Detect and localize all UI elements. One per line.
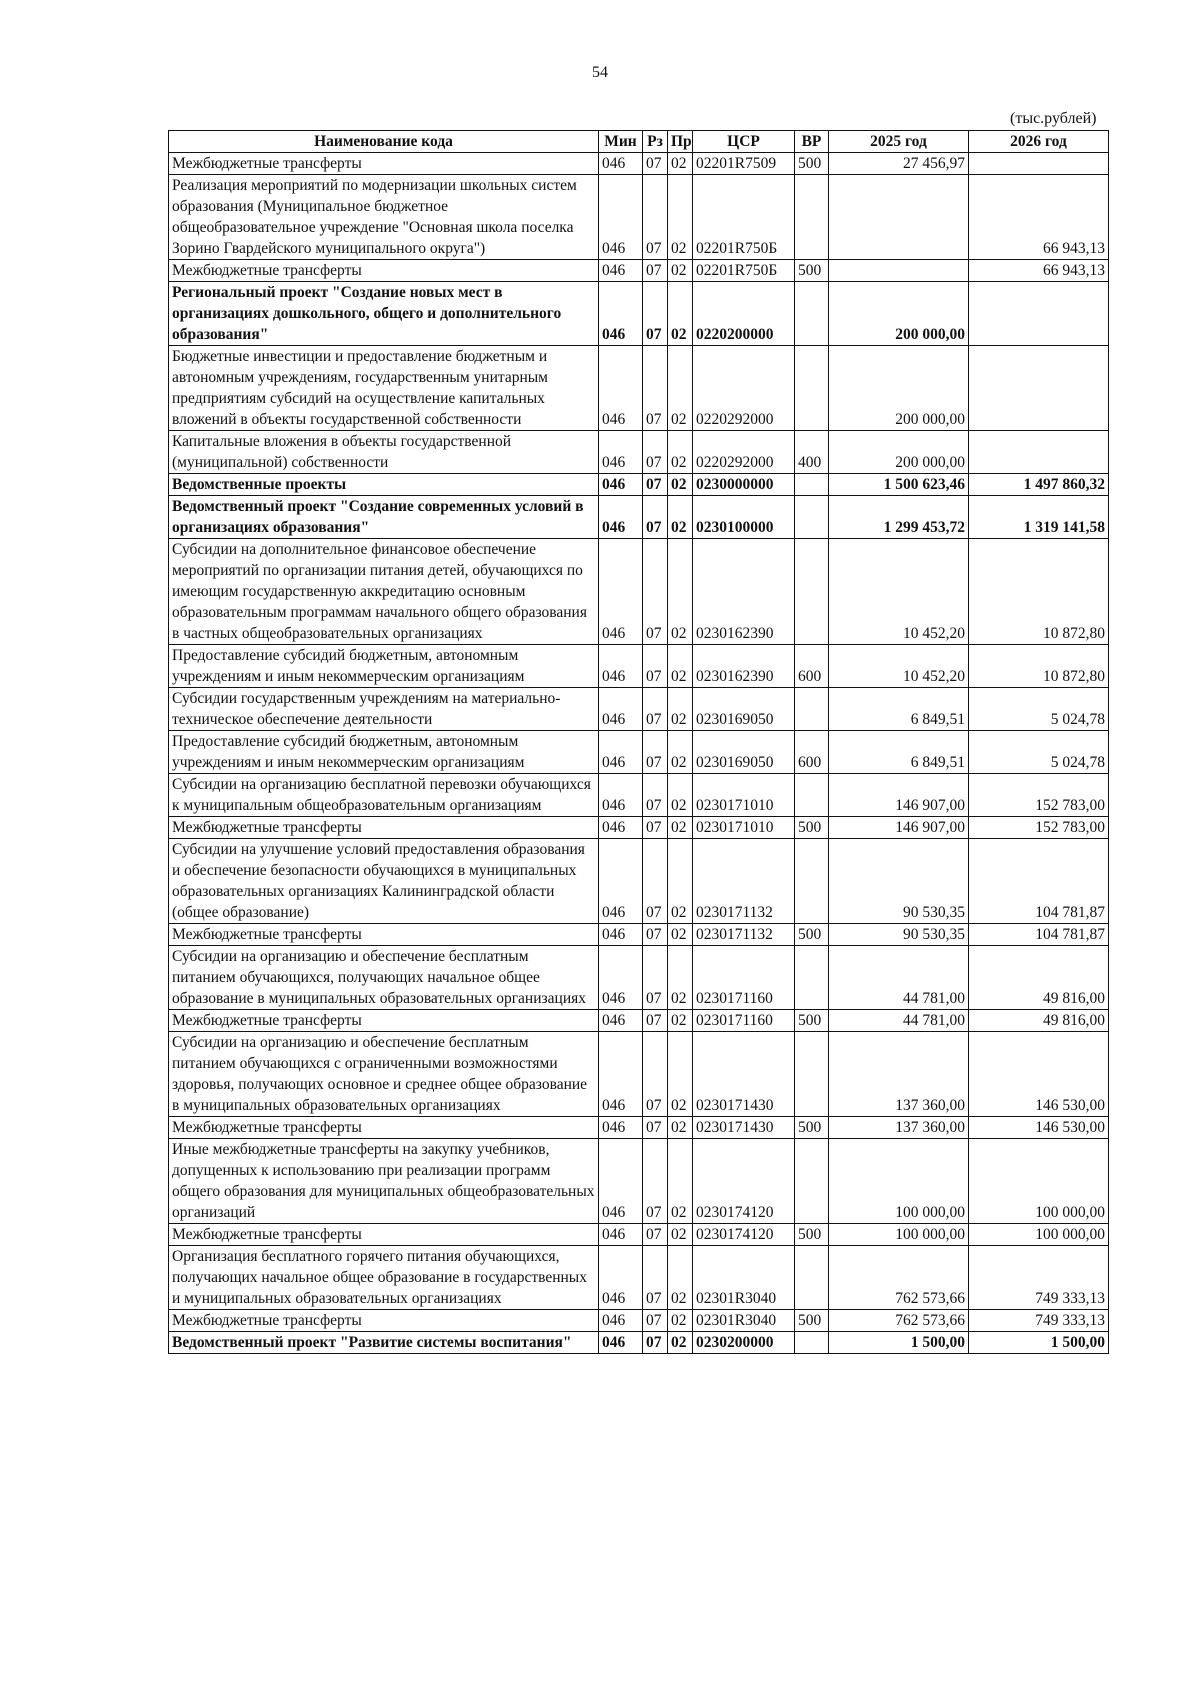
table-row [169, 260, 1109, 282]
cell-min: 046 [599, 1332, 643, 1354]
cell-min: 046 [599, 946, 643, 1010]
cell-2026: 10 872,80 [969, 645, 1109, 688]
cell-rz: 07 [643, 645, 668, 688]
cell-rz: 07 [643, 153, 668, 175]
cell-min: 046 [599, 1139, 643, 1224]
header-csr: ЦСР [693, 131, 795, 153]
cell-csr: 0230174120 [693, 1224, 795, 1246]
cell-min: 046 [599, 474, 643, 496]
cell-2026: 66 943,13 [969, 260, 1109, 282]
cell-pr: 02 [668, 1246, 693, 1310]
cell-pr: 02 [668, 731, 693, 774]
header-2025: 2025 год [829, 131, 969, 153]
table-row [169, 774, 1109, 817]
cell-min: 046 [599, 1246, 643, 1310]
cell-pr: 02 [668, 496, 693, 539]
cell-name: Субсидии государственным учреждениям на материально-техническое обеспечение деятельности [169, 688, 599, 731]
cell-2025: 10 452,20 [829, 645, 969, 688]
cell-pr: 02 [668, 946, 693, 1010]
cell-2026 [969, 346, 1109, 431]
cell-rz: 07 [643, 1310, 668, 1332]
cell-min: 046 [599, 1224, 643, 1246]
cell-csr: 0230174120 [693, 1139, 795, 1224]
table-row [169, 1246, 1109, 1310]
cell-vr: 600 [795, 645, 829, 688]
cell-vr [795, 175, 829, 260]
cell-pr: 02 [668, 1010, 693, 1032]
cell-pr: 02 [668, 1310, 693, 1332]
cell-csr: 02201R7509 [693, 153, 795, 175]
cell-pr: 02 [668, 431, 693, 474]
cell-csr: 0230171132 [693, 924, 795, 946]
cell-csr: 0230171160 [693, 1010, 795, 1032]
cell-vr: 500 [795, 1117, 829, 1139]
cell-name: Субсидии на улучшение условий предоставления образования и обеспечение безопасности обучающихся в муниципальных образовательных организациях Калининградской области (общее образование) [169, 839, 599, 924]
cell-vr: 500 [795, 260, 829, 282]
cell-2026: 100 000,00 [969, 1224, 1109, 1246]
cell-2025: 100 000,00 [829, 1224, 969, 1246]
cell-2026 [969, 431, 1109, 474]
table-row [169, 817, 1109, 839]
cell-2025: 200 000,00 [829, 346, 969, 431]
cell-vr [795, 1246, 829, 1310]
cell-csr: 02201R750Б [693, 175, 795, 260]
header-min: Мин [599, 131, 643, 153]
cell-min: 046 [599, 282, 643, 346]
cell-csr: 02301R3040 [693, 1246, 795, 1310]
cell-rz: 07 [643, 817, 668, 839]
table-header-row [169, 131, 1109, 153]
cell-2026: 749 333,13 [969, 1310, 1109, 1332]
table-row [169, 175, 1109, 260]
cell-vr [795, 346, 829, 431]
cell-2026: 1 319 141,58 [969, 496, 1109, 539]
page-number: 54 [592, 64, 608, 81]
cell-pr: 02 [668, 817, 693, 839]
cell-2026 [969, 282, 1109, 346]
cell-2025: 1 299 453,72 [829, 496, 969, 539]
cell-csr: 0230169050 [693, 688, 795, 731]
table-body [169, 153, 1109, 1354]
cell-rz: 07 [643, 731, 668, 774]
cell-2025: 1 500,00 [829, 1332, 969, 1354]
cell-rz: 07 [643, 260, 668, 282]
cell-pr: 02 [668, 688, 693, 731]
cell-name: Субсидии на организацию и обеспечение бесплатным питанием обучающихся с ограниченными возможностями здоровья, получающих основное и среднее общее образование в муниципальных образовательных организациях [169, 1032, 599, 1117]
cell-2026: 1 497 860,32 [969, 474, 1109, 496]
table-row [169, 1117, 1109, 1139]
cell-pr: 02 [668, 260, 693, 282]
cell-rz: 07 [643, 1224, 668, 1246]
table-row [169, 1032, 1109, 1117]
cell-csr: 0230171010 [693, 817, 795, 839]
table-row [169, 474, 1109, 496]
cell-name: Межбюджетные трансферты [169, 1010, 599, 1032]
table-row [169, 688, 1109, 731]
cell-min: 046 [599, 817, 643, 839]
cell-min: 046 [599, 1010, 643, 1032]
cell-2026: 749 333,13 [969, 1246, 1109, 1310]
cell-pr: 02 [668, 1139, 693, 1224]
cell-name: Межбюджетные трансферты [169, 924, 599, 946]
cell-rz: 07 [643, 282, 668, 346]
cell-2025: 100 000,00 [829, 1139, 969, 1224]
table-row [169, 1332, 1109, 1354]
cell-pr: 02 [668, 645, 693, 688]
cell-name: Субсидии на дополнительное финансовое обеспечение мероприятий по организации питания детей, обучающихся по имеющим государственную аккредитацию основным образовательным программам начального общего образования в частных общеобразовательных организациях [169, 539, 599, 645]
table-row [169, 645, 1109, 688]
cell-min: 046 [599, 1310, 643, 1332]
cell-2026: 146 530,00 [969, 1117, 1109, 1139]
cell-vr [795, 688, 829, 731]
cell-2025: 1 500 623,46 [829, 474, 969, 496]
cell-min: 046 [599, 924, 643, 946]
cell-csr: 0230171430 [693, 1117, 795, 1139]
cell-rz: 07 [643, 539, 668, 645]
cell-2025: 762 573,66 [829, 1310, 969, 1332]
cell-csr: 0230171160 [693, 946, 795, 1010]
cell-min: 046 [599, 539, 643, 645]
cell-pr: 02 [668, 839, 693, 924]
cell-name: Капитальные вложения в объекты государственной (муниципальной) собственности [169, 431, 599, 474]
cell-min: 046 [599, 839, 643, 924]
cell-pr: 02 [668, 175, 693, 260]
cell-min: 046 [599, 260, 643, 282]
cell-csr: 0230171132 [693, 839, 795, 924]
cell-name: Ведомственный проект "Создание современных условий в организациях образования" [169, 496, 599, 539]
cell-min: 046 [599, 175, 643, 260]
cell-name: Предоставление субсидий бюджетным, автономным учреждениям и иным некоммерческим организациям [169, 645, 599, 688]
table-row [169, 153, 1109, 175]
cell-2025: 44 781,00 [829, 1010, 969, 1032]
cell-vr [795, 539, 829, 645]
table-row [169, 282, 1109, 346]
cell-vr [795, 282, 829, 346]
cell-2025: 200 000,00 [829, 282, 969, 346]
cell-csr: 02201R750Б [693, 260, 795, 282]
cell-name: Иные межбюджетные трансферты на закупку учебников, допущенных к использованию при реализации программ общего образования для муниципальных общеобразовательных организаций [169, 1139, 599, 1224]
table-row [169, 496, 1109, 539]
cell-pr: 02 [668, 474, 693, 496]
cell-csr: 02301R3040 [693, 1310, 795, 1332]
cell-rz: 07 [643, 839, 668, 924]
cell-min: 046 [599, 346, 643, 431]
cell-vr: 500 [795, 924, 829, 946]
cell-vr: 500 [795, 153, 829, 175]
cell-pr: 02 [668, 1032, 693, 1117]
cell-min: 046 [599, 431, 643, 474]
cell-2025: 27 456,97 [829, 153, 969, 175]
cell-rz: 07 [643, 346, 668, 431]
cell-pr: 02 [668, 282, 693, 346]
table-row [169, 1010, 1109, 1032]
cell-2025: 90 530,35 [829, 839, 969, 924]
cell-min: 046 [599, 1032, 643, 1117]
cell-name: Реализация мероприятий по модернизации школьных систем образования (Муниципальное бюджетное общеобразовательное учреждение "Основная школа поселка Зорино Гвардейского муниципального округа") [169, 175, 599, 260]
cell-2026: 66 943,13 [969, 175, 1109, 260]
table-row [169, 946, 1109, 1010]
cell-2026: 100 000,00 [969, 1139, 1109, 1224]
table-row [169, 1139, 1109, 1224]
cell-csr: 0230000000 [693, 474, 795, 496]
cell-rz: 07 [643, 1117, 668, 1139]
cell-csr: 0220200000 [693, 282, 795, 346]
cell-2025: 90 530,35 [829, 924, 969, 946]
cell-rz: 07 [643, 1010, 668, 1032]
cell-csr: 0220292000 [693, 346, 795, 431]
cell-2025: 146 907,00 [829, 774, 969, 817]
cell-pr: 02 [668, 1332, 693, 1354]
cell-name: Бюджетные инвестиции и предоставление бюджетным и автономным учреждениям, государственным унитарным предприятиям субсидий на осуществление капитальных вложений в объекты государственной собственности [169, 346, 599, 431]
cell-pr: 02 [668, 924, 693, 946]
cell-name: Межбюджетные трансферты [169, 1310, 599, 1332]
cell-pr: 02 [668, 774, 693, 817]
cell-pr: 02 [668, 346, 693, 431]
cell-pr: 02 [668, 539, 693, 645]
budget-table [168, 130, 1109, 1354]
cell-csr: 0230171010 [693, 774, 795, 817]
cell-vr: 500 [795, 1310, 829, 1332]
cell-vr: 500 [795, 817, 829, 839]
cell-2026: 10 872,80 [969, 539, 1109, 645]
cell-csr: 0230169050 [693, 731, 795, 774]
cell-name: Межбюджетные трансферты [169, 1224, 599, 1246]
cell-min: 046 [599, 496, 643, 539]
cell-2026: 1 500,00 [969, 1332, 1109, 1354]
cell-vr [795, 946, 829, 1010]
cell-rz: 07 [643, 1139, 668, 1224]
cell-2026: 5 024,78 [969, 731, 1109, 774]
cell-pr: 02 [668, 1117, 693, 1139]
cell-vr [795, 839, 829, 924]
table-row [169, 1310, 1109, 1332]
cell-vr [795, 774, 829, 817]
cell-2026: 146 530,00 [969, 1032, 1109, 1117]
table-row [169, 346, 1109, 431]
header-name: Наименование кода [169, 131, 599, 153]
cell-name: Межбюджетные трансферты [169, 260, 599, 282]
cell-rz: 07 [643, 688, 668, 731]
header-2026: 2026 год [969, 131, 1109, 153]
cell-rz: 07 [643, 496, 668, 539]
cell-csr: 0230100000 [693, 496, 795, 539]
cell-name: Субсидии на организацию и обеспечение бесплатным питанием обучающихся, получающих начальное общее образование в муниципальных образовательных организациях [169, 946, 599, 1010]
cell-rz: 07 [643, 175, 668, 260]
table-row [169, 431, 1109, 474]
cell-2026: 49 816,00 [969, 946, 1109, 1010]
cell-min: 046 [599, 774, 643, 817]
cell-min: 046 [599, 688, 643, 731]
cell-rz: 07 [643, 1246, 668, 1310]
table-row [169, 731, 1109, 774]
cell-name: Межбюджетные трансферты [169, 153, 599, 175]
cell-rz: 07 [643, 946, 668, 1010]
cell-pr: 02 [668, 153, 693, 175]
cell-2025: 137 360,00 [829, 1032, 969, 1117]
cell-pr: 02 [668, 1224, 693, 1246]
cell-csr: 0230162390 [693, 645, 795, 688]
table-row [169, 539, 1109, 645]
cell-2026: 152 783,00 [969, 774, 1109, 817]
cell-name: Предоставление субсидий бюджетным, автономным учреждениям и иным некоммерческим организациям [169, 731, 599, 774]
cell-name: Межбюджетные трансферты [169, 817, 599, 839]
cell-2025: 6 849,51 [829, 731, 969, 774]
cell-vr [795, 474, 829, 496]
cell-name: Межбюджетные трансферты [169, 1117, 599, 1139]
cell-2026: 49 816,00 [969, 1010, 1109, 1032]
cell-vr [795, 1139, 829, 1224]
cell-name: Региональный проект "Создание новых мест в организациях дошкольного, общего и дополнительного образования" [169, 282, 599, 346]
cell-vr: 400 [795, 431, 829, 474]
cell-2026: 152 783,00 [969, 817, 1109, 839]
cell-csr: 0230162390 [693, 539, 795, 645]
cell-2026 [969, 153, 1109, 175]
cell-rz: 07 [643, 1332, 668, 1354]
cell-name: Организация бесплатного горячего питания обучающихся, получающих начальное общее образование в государственных и муниципальных образовательных организациях [169, 1246, 599, 1310]
cell-min: 046 [599, 645, 643, 688]
cell-2025: 44 781,00 [829, 946, 969, 1010]
cell-name: Ведомственный проект "Развитие системы воспитания" [169, 1332, 599, 1354]
cell-name: Субсидии на организацию бесплатной перевозки обучающихся к муниципальным общеобразовательным организациям [169, 774, 599, 817]
cell-2025: 762 573,66 [829, 1246, 969, 1310]
cell-rz: 07 [643, 924, 668, 946]
table-row [169, 1224, 1109, 1246]
unit-label: (тыс.рублей) [1010, 110, 1097, 127]
cell-vr [795, 1032, 829, 1117]
cell-2025 [829, 175, 969, 260]
cell-rz: 07 [643, 474, 668, 496]
cell-csr: 0230171430 [693, 1032, 795, 1117]
cell-2025: 10 452,20 [829, 539, 969, 645]
cell-csr: 0230200000 [693, 1332, 795, 1354]
cell-rz: 07 [643, 1032, 668, 1117]
cell-2025: 6 849,51 [829, 688, 969, 731]
cell-min: 046 [599, 1117, 643, 1139]
header-rz: Рз [643, 131, 668, 153]
header-vr: ВР [795, 131, 829, 153]
cell-rz: 07 [643, 431, 668, 474]
cell-vr [795, 496, 829, 539]
header-pr: Пр [668, 131, 693, 153]
cell-rz: 07 [643, 774, 668, 817]
cell-2026: 5 024,78 [969, 688, 1109, 731]
cell-2025 [829, 260, 969, 282]
cell-min: 046 [599, 731, 643, 774]
table-row [169, 839, 1109, 924]
cell-csr: 0220292000 [693, 431, 795, 474]
cell-vr: 600 [795, 731, 829, 774]
cell-vr: 500 [795, 1010, 829, 1032]
cell-2026: 104 781,87 [969, 839, 1109, 924]
cell-2025: 137 360,00 [829, 1117, 969, 1139]
cell-2025: 146 907,00 [829, 817, 969, 839]
table-row [169, 924, 1109, 946]
cell-min: 046 [599, 153, 643, 175]
cell-vr [795, 1332, 829, 1354]
cell-2025: 200 000,00 [829, 431, 969, 474]
cell-name: Ведомственные проекты [169, 474, 599, 496]
cell-2026: 104 781,87 [969, 924, 1109, 946]
cell-vr: 500 [795, 1224, 829, 1246]
